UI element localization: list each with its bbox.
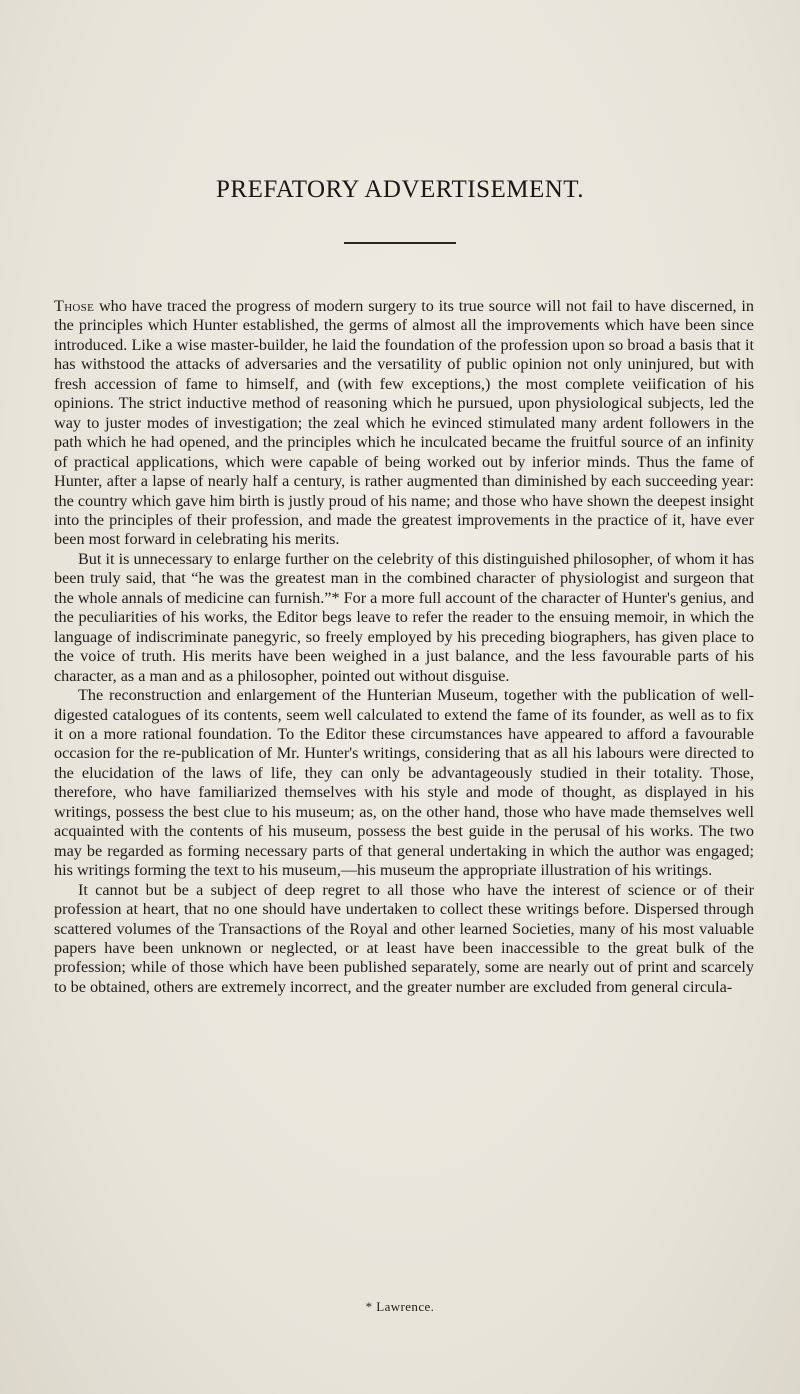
footnote: * Lawrence. xyxy=(365,1299,435,1314)
body-text xyxy=(54,297,754,997)
paragraph-1 xyxy=(54,297,754,550)
paragraph-3: The reconstruction and enlargement of the Hunterian Museum, together with the publication of well-digested catalogues of its contents, seem well calculated to extend the fame of its founder, as well as to fix it on a more rational foundation. To the Editor these circumstances have appeared to afford a favourable occasion for the re-publication of Mr. Hunter's writings, considering that as all his labours were directed to the elucidation of the laws of life, they can only be advantageously studied in their totality. Those, therefore, who have familiarized themselves with his style and mode of thought, as displayed in his writings, possess the best clue to his museum; as, on the other hand, those who have made themselves well acquainted with the contents of his museum, possess the best guide in the perusal of his works. The two may be regarded as forming necessary parts of that general undertaking in which the author was engaged; his writings forming the text to his museum,—his museum the appropriate illustration of his writings. xyxy=(54,686,754,880)
paragraph-1-lead-word: Those xyxy=(54,297,95,315)
paragraph-4: It cannot but be a subject of deep regret to all those who have the interest of science or of their profession at heart, that no one should have undertaken to collect these writings before. Dispersed through scattered volumes of the Transactions of the Royal and other learned Societies, many of his most valuable papers have been unknown or neglected, or at least have been inaccessible to the great bulk of the profession; while of those which have been published separately, some are nearly out of print and scarcely to be obtained, others are extremely incorrect, and the greater number are excluded from general circula- xyxy=(54,880,754,996)
title-divider-rule xyxy=(344,242,456,244)
paragraph-2: But it is unnecessary to enlarge further on the celebrity of this distinguished philosopher, of whom it has been truly said, that “he was the greatest man in the combined character of physiologist and surgeon that the whole annals of medicine can furnish.”* For a more full account of the character of Hunter's genius, and the peculiarities of his works, the Editor begs leave to refer the reader to the ensuing memoir, in which the language of indiscriminate panegyric, so freely employed by his preceding biographers, has given place to the voice of truth. His merits have been weighed in a just balance, and the less favourable parts of his character, as a man and as a philosopher, pointed out without disguise. xyxy=(54,549,754,685)
page-title: PREFATORY ADVERTISEMENT. xyxy=(216,176,584,203)
paragraph-1-text: who have traced the progress of modern surgery to its true source will not fail to have discerned, in the principles which Hunter established, the germs of almost all the improvements which have been since introduced. Like a wise master-builder, he laid the foundation of the profession upon so broad a basis that it has withstood the attacks of adversaries and the versatility of public opinion not only uninjured, but with fresh accession of fame to himself, and (with few exceptions,) the most complete veiification of his opinions. The strict inductive method of reasoning which he pursued, upon physiological subjects, led the way to juster modes of investigation; the zeal which he evinced stimulated many ardent followers in the path which he had opened, and the principles which he inculcated became the fruitful source of an infinity of practical applications, which were capable of being worked out by inferior minds. Thus the fame of Hunter, after a lapse of nearly half a century, is rather augmented than diminished by each succeeding year: the country which gave him birth is justly proud of his name; and those who have shown the deepest insight into the principles of their profession, and made the greatest improvements in the practice of it, have ever been most forward in celebrating his merits. xyxy=(54,297,754,549)
